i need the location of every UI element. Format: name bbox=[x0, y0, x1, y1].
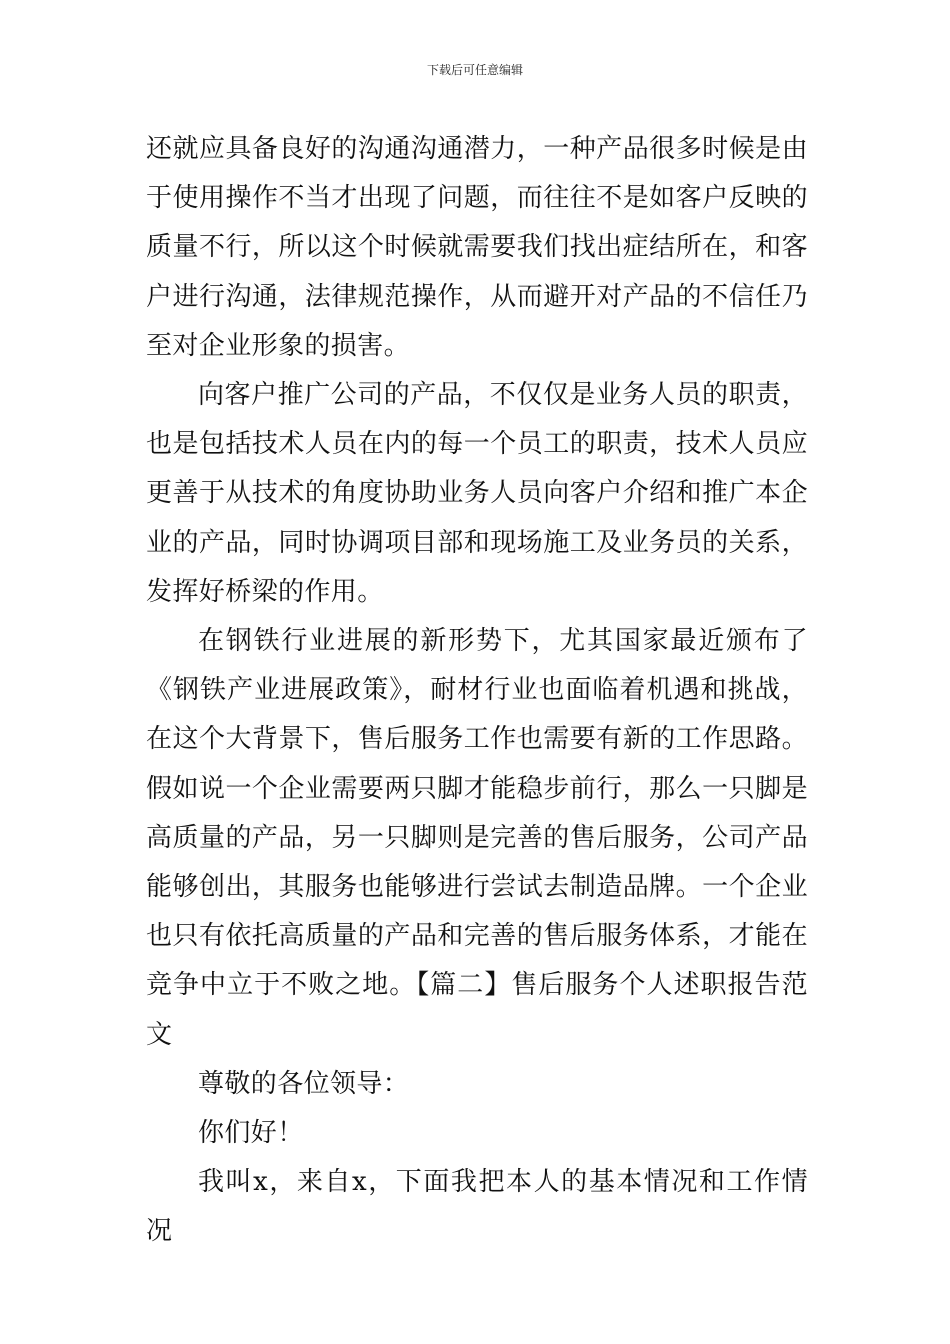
paragraph-continuation: 还就应具备良好的沟通沟通潜力，一种产品很多时候是由于使用操作不当才出现了问题，而往往不是如客户反映的质量不行，所以这个时候就需要我们找出症结所在，和客户进行沟通，法律规范操作，从而避开对产品的不信任乃至对企业形象的损害。 bbox=[146, 134, 808, 361]
paragraph-steel-industry: 在钢铁行业进展的新形势下，尤其国家最近颁布了《钢铁产业进展政策》，耐材行业也面临着机遇和挑战，在这个大背景下，售后服务工作也需要有新的工作思路。假如说一个企业需要两只脚才能稳步前行，那么一只脚是高质量的产品，另一只脚则是完善的售后服务，公司产品能够创出，其服务也能够进行尝试去制造品牌。一个企业也只有依托高质量的产品和完善的售后服务体系，才能在竞争中立于不败之地。【篇二】售后服务个人述职报告范文 bbox=[146, 626, 808, 1050]
paragraph-salutation: 尊敬的各位领导： bbox=[198, 1068, 410, 1099]
document-body bbox=[146, 125, 808, 1257]
paragraph-greeting: 你们好！ bbox=[198, 1118, 304, 1149]
paragraph-promotion: 向客户推广公司的产品，不仅仅是业务人员的职责，也是包括技术人员在内的每一个员工的职责，技术人员应更善于从技术的角度协助业务人员向客户介绍和推广本企业的产品，同时协调项目部和现场施工及业务员的关系，发挥好桥梁的作用。 bbox=[146, 380, 808, 607]
page-header: 下载后可任意编辑 bbox=[426, 63, 523, 77]
paragraph-introduction: 我叫x，来自x，下面我把本人的基本情况和工作情况 bbox=[146, 1167, 808, 1247]
